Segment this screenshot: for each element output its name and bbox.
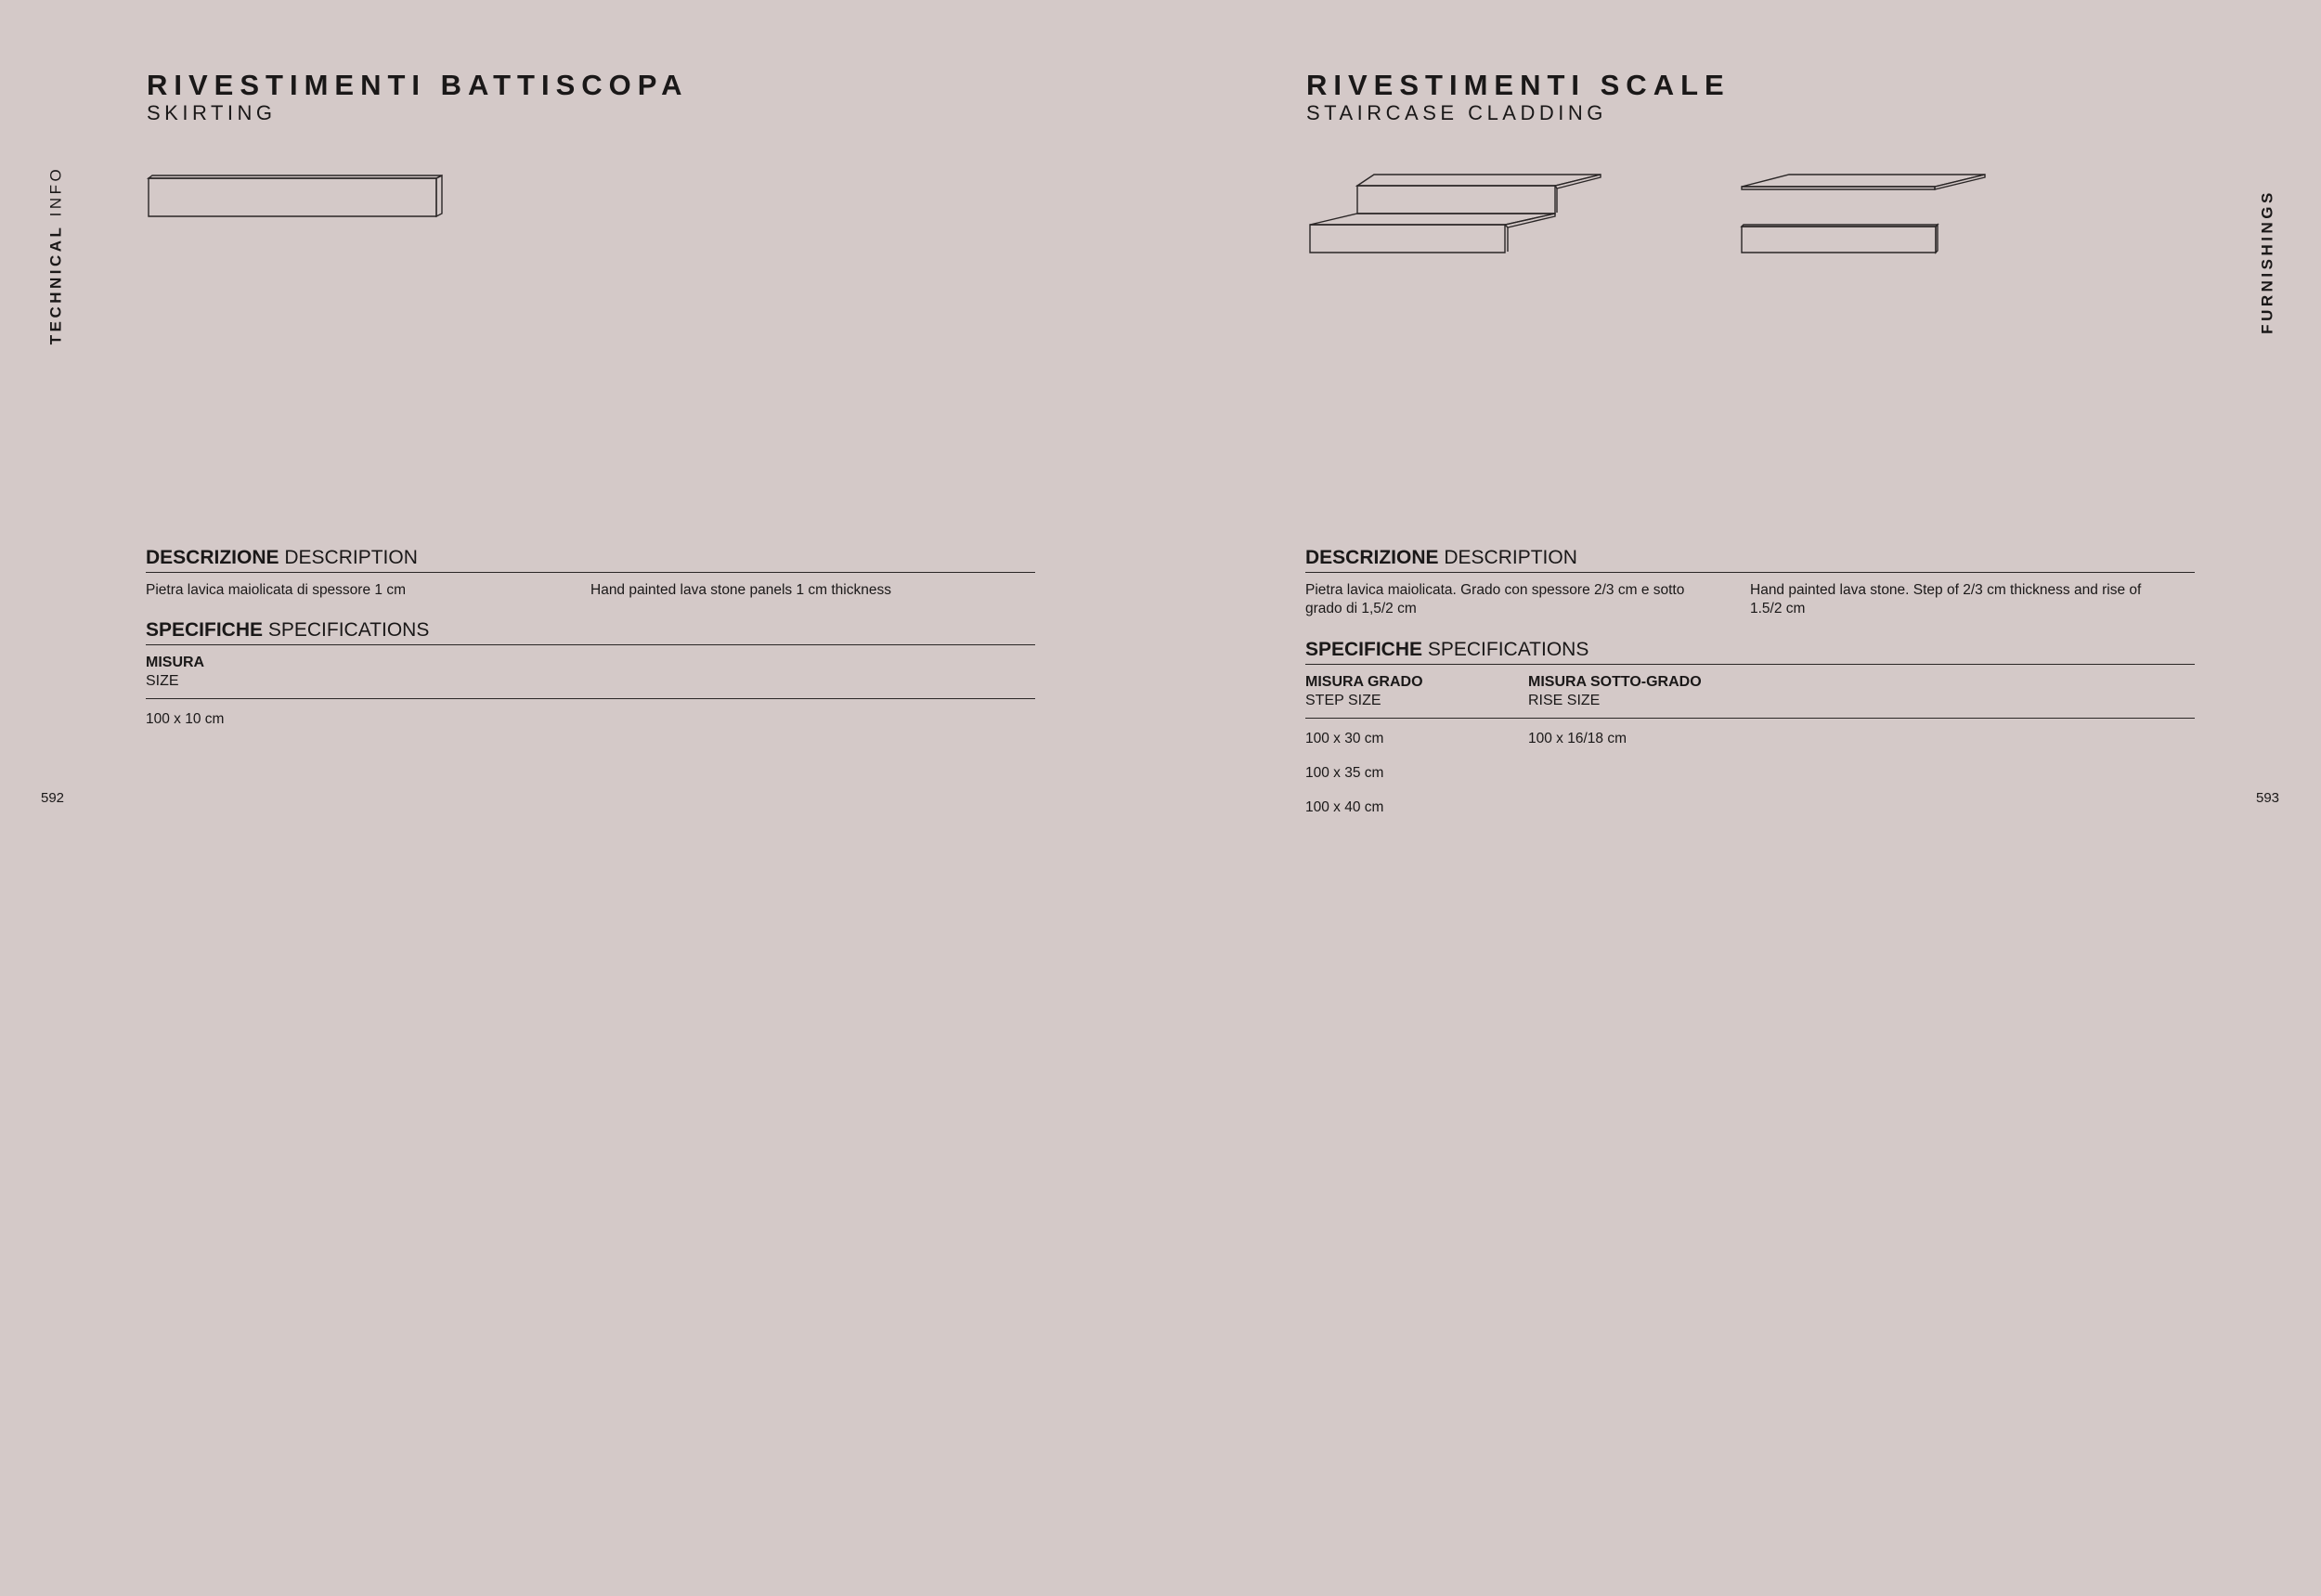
step-size-head-it: MISURA GRADO — [1305, 674, 1423, 690]
staircase-description-heading: DESCRIZIONE DESCRIPTION — [1305, 547, 1577, 568]
skirting-description-it: Pietra lavica maiolicata di spessore 1 cm — [146, 582, 406, 598]
rise-size-head-it: MISURA SOTTO-GRADO — [1528, 674, 1702, 690]
skirting-size-head-it: MISURA — [146, 655, 205, 670]
staircase-subtitle: STAIRCASE CLADDING — [1306, 101, 1607, 124]
step-and-rise-pieces-drawing — [1738, 170, 1989, 258]
skirting-description-heading: DESCRIZIONE DESCRIPTION — [146, 547, 418, 568]
side-label-light: INFO — [46, 165, 65, 217]
skirting-size-head-en: SIZE — [146, 673, 179, 689]
side-label-technical-info — [48, 166, 64, 345]
step-size-value-2: 100 x 35 cm — [1305, 765, 1384, 781]
staircase-description-en: Hand painted lava stone. Step of 2/3 cm thickness and rise of 1.5/2 cm — [1750, 582, 2142, 616]
staircase-steps-drawing — [1304, 170, 1611, 258]
staircase-specs-rule — [1305, 664, 2195, 665]
skirting-specs-rule — [146, 644, 1035, 645]
rise-size-value-1: 100 x 16/18 cm — [1528, 731, 1627, 746]
staircase-description-rule — [1305, 572, 2195, 573]
page-number-right: 593 — [2256, 790, 2280, 806]
skirting-size-rule — [146, 698, 1035, 699]
staircase-description-it: Pietra lavica maiolicata. Grado con spessore 2/3 cm e sotto grado di 1,5/2 cm — [1305, 582, 1685, 616]
step-size-head-en: STEP SIZE — [1305, 693, 1381, 708]
skirting-specs-heading: SPECIFICHE SPECIFICATIONS — [146, 619, 430, 641]
skirting-title: RIVESTIMENTI BATTISCOPA — [147, 69, 689, 101]
skirting-size-value: 100 x 10 cm — [146, 711, 225, 727]
side-label-furnishings: FURNISHINGS — [2258, 189, 2276, 334]
rise-size-head-en: RISE SIZE — [1528, 693, 1601, 708]
staircase-size-rule — [1305, 718, 2195, 719]
staircase-title: RIVESTIMENTI SCALE — [1306, 69, 1731, 101]
side-label-bold: TECHNICAL — [46, 224, 65, 345]
skirting-subtitle: SKIRTING — [147, 101, 277, 124]
skirting-panel-drawing — [144, 172, 450, 218]
staircase-specs-heading: SPECIFICHE SPECIFICATIONS — [1305, 639, 1589, 660]
step-size-value-3: 100 x 40 cm — [1305, 799, 1384, 815]
step-size-value-1: 100 x 30 cm — [1305, 731, 1384, 746]
page-number-left: 592 — [41, 790, 65, 806]
skirting-description-rule — [146, 572, 1035, 573]
skirting-description-en: Hand painted lava stone panels 1 cm thickness — [590, 582, 891, 598]
